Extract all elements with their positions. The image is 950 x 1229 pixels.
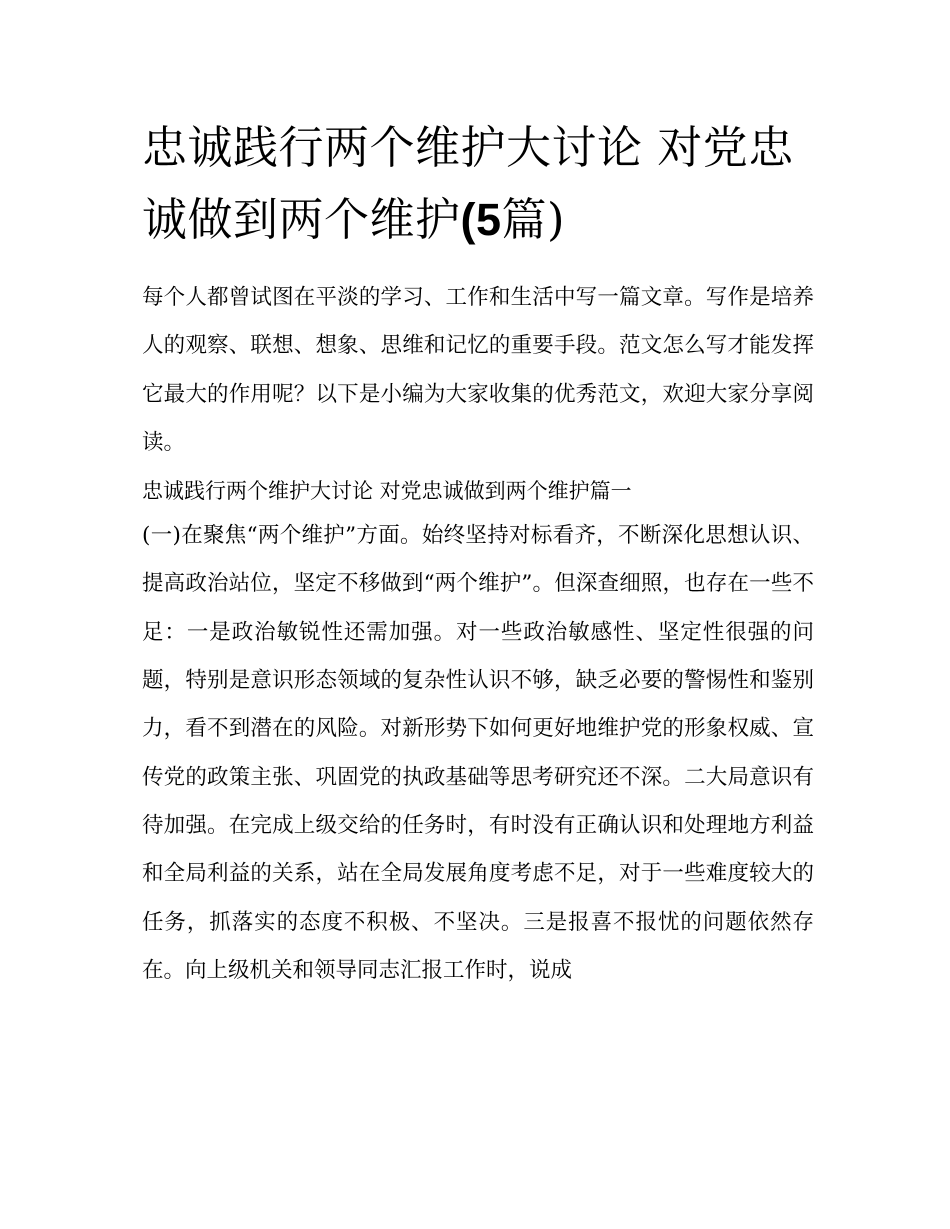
- document-page: [142, 112, 814, 995]
- document-title: [142, 112, 814, 256]
- document-title-count: (5: [460, 194, 502, 245]
- document-title-unit: 篇): [501, 193, 566, 246]
- intro-paragraph: 每个人都曾试图在平淡的学习、工作和生活中写一篇文章。写作是培养人的观察、联想、想象、思维和记忆的重要手段。范文怎么写才能发挥它最大的作用呢？以下是小编为大家收集的优秀范文，欢迎大家分享阅读。: [142, 285, 814, 455]
- section-body-paragraph: (一)在聚焦“两个维护”方面。始终坚持对标看齐，不断深化思想认识、提高政治站位，坚定不移做到“两个维护”。但深查细照，也存在一些不足：一是政治敏锐性还需加强。对一些政治敏感性、坚定性很强的问题，特别是意识形态领域的复杂性认识不够，缺乏必要的警惕性和鉴别力，看不到潜在的风险。对新形势下如何更好地维护党的形象权威、宣传党的政策主张、巩固党的执政基础等思考研究还不深。二大局意识有待加强。在完成上级交给的任务时，有时没有正确认识和处理地方利益和全局利益的关系，站在全局发展角度考虑不足，对于一些难度较大的任务，抓落实的态度不积极、不坚决。三是报喜不报忧的问题依然存在。向上级机关和领导同志汇报工作时，说成: [142, 523, 814, 983]
- document-title-main: 忠诚践行两个维护大讨论 对党忠诚做到两个维护: [142, 121, 794, 246]
- section-heading: 忠诚践行两个维护大讨论 对党忠诚做到两个维护篇一: [142, 479, 632, 504]
